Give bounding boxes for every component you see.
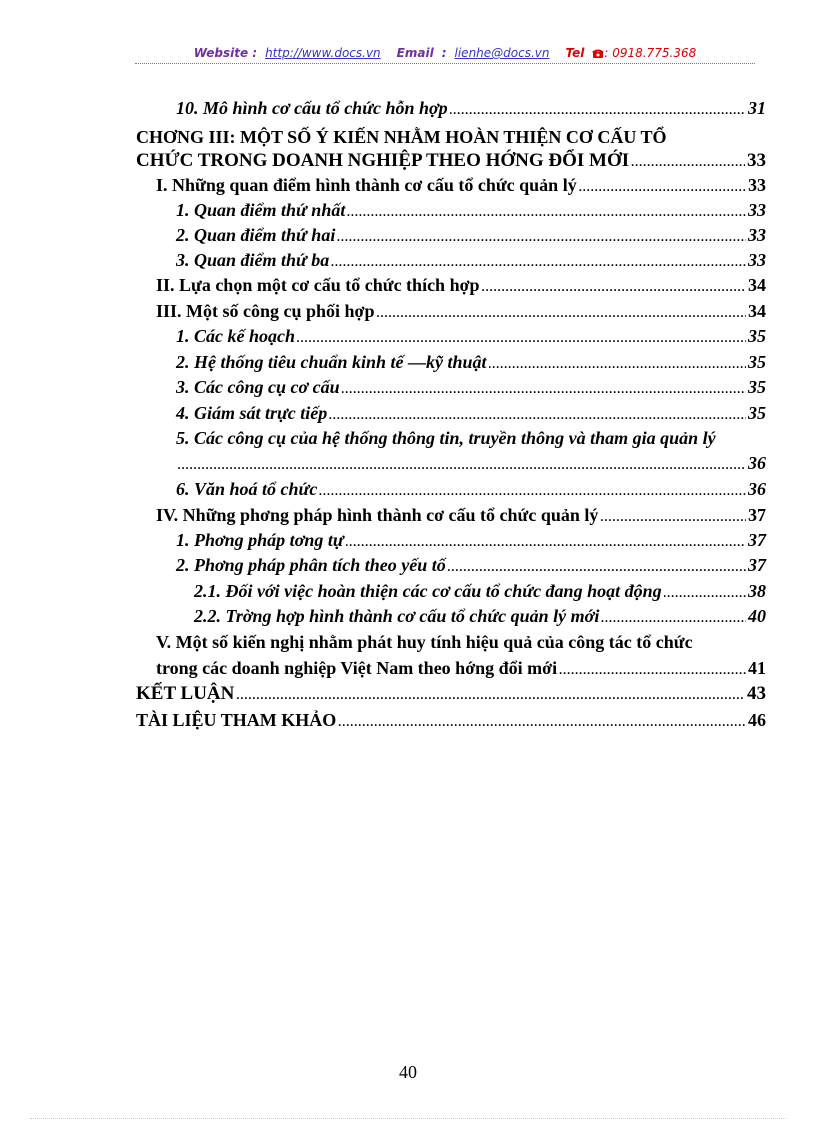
page-number: 40 (399, 1062, 417, 1082)
toc-entry-conclusion[interactable]: KẾT LUẬN ..... 43 (136, 682, 766, 706)
toc-entry-wrapped[interactable]: 5. Các công cụ của hệ thống thông tin, truyền thông và tham gia quản lý (176, 428, 716, 448)
email-label: Email (396, 46, 434, 60)
toc-entry[interactable]: 2. Hệ thống tiêu chuẩn kinh tế —kỹ thuật ..... 35 (176, 350, 766, 374)
toc-entry-wrapped[interactable]: V. Một số kiến nghị nhằm phát huy tính hiệu quả của công tác tổ chức (156, 632, 693, 652)
toc-entry[interactable]: 2. Quan điểm thứ hai ..... 33 (176, 223, 766, 247)
toc-entry[interactable]: ..... 36 (176, 451, 766, 475)
header-divider (135, 63, 755, 64)
toc-entry[interactable]: 3. Quan điểm thứ ba ..... 33 (176, 248, 766, 272)
toc-entry[interactable]: II. Lựa chọn một cơ cấu tổ chức thích hợp ..... 34 (156, 273, 766, 297)
toc-entry[interactable]: 3. Các công cụ cơ cấu ..... 35 (176, 375, 766, 399)
toc-entry[interactable]: IV. Những phơng pháp hình thành cơ cấu tổ chức quản lý ..... 37 (156, 503, 766, 527)
toc-entry[interactable]: I. Những quan điểm hình thành cơ cấu tổ chức quản lý ..... 33 (156, 173, 766, 197)
page-bottom-divider (30, 1118, 786, 1119)
toc-entry[interactable]: CHỨC TRONG DOANH NGHIỆP THEO HỚNG ĐỔI MỚI ..... 33 (136, 149, 766, 173)
email-link[interactable]: lienhe@docs.vn (454, 46, 550, 60)
phone-icon (592, 48, 604, 59)
toc-entry[interactable]: 1. Các kế hoạch ..... 35 (176, 324, 766, 348)
toc-entry[interactable]: trong các doanh nghiệp Việt Nam theo hớng đổi mới ..... 41 (156, 656, 766, 680)
toc-entry[interactable]: III. Một số công cụ phối hợp ..... 34 (156, 299, 766, 323)
toc-entry-references[interactable]: TÀI LIỆU THAM KHẢO ..... 46 (136, 708, 766, 732)
tel-label: Tel (565, 46, 585, 60)
toc-entry[interactable]: 2.2. Trờng hợp hình thành cơ cấu tổ chức quản lý mới ..... 40 (194, 604, 766, 628)
toc-entry[interactable]: 2. Phơng pháp phân tích theo yếu tố ..... 37 (176, 553, 766, 577)
page-header (135, 44, 755, 62)
email-separator: : (441, 46, 447, 60)
tel-value: : 0918.775.368 (604, 46, 697, 60)
toc-entry[interactable]: 1. Quan điểm thứ nhất ..... 33 (176, 198, 766, 222)
toc-entry[interactable]: 2.1. Đối với việc hoàn thiện các cơ cấu tổ chức đang hoạt động ..... 38 (194, 579, 766, 603)
toc-entry[interactable]: 10. Mô hình cơ cấu tổ chức hỗn hợp ..... 31 (176, 96, 766, 120)
website-link[interactable]: http://www.docs.vn (265, 46, 381, 60)
toc-entry[interactable]: 1. Phơng pháp tơng tự ..... 37 (176, 528, 766, 552)
toc-chapter-heading[interactable]: CHƠNG III: MỘT SỐ Ý KIẾN NHẰM HOÀN THIỆN CƠ CẤU TỔ (136, 127, 667, 147)
toc-entry[interactable]: 6. Văn hoá tổ chức ..... 36 (176, 477, 766, 501)
website-label: Website : (193, 46, 258, 60)
toc-entry[interactable]: 4. Giám sát trực tiếp ..... 35 (176, 401, 766, 425)
